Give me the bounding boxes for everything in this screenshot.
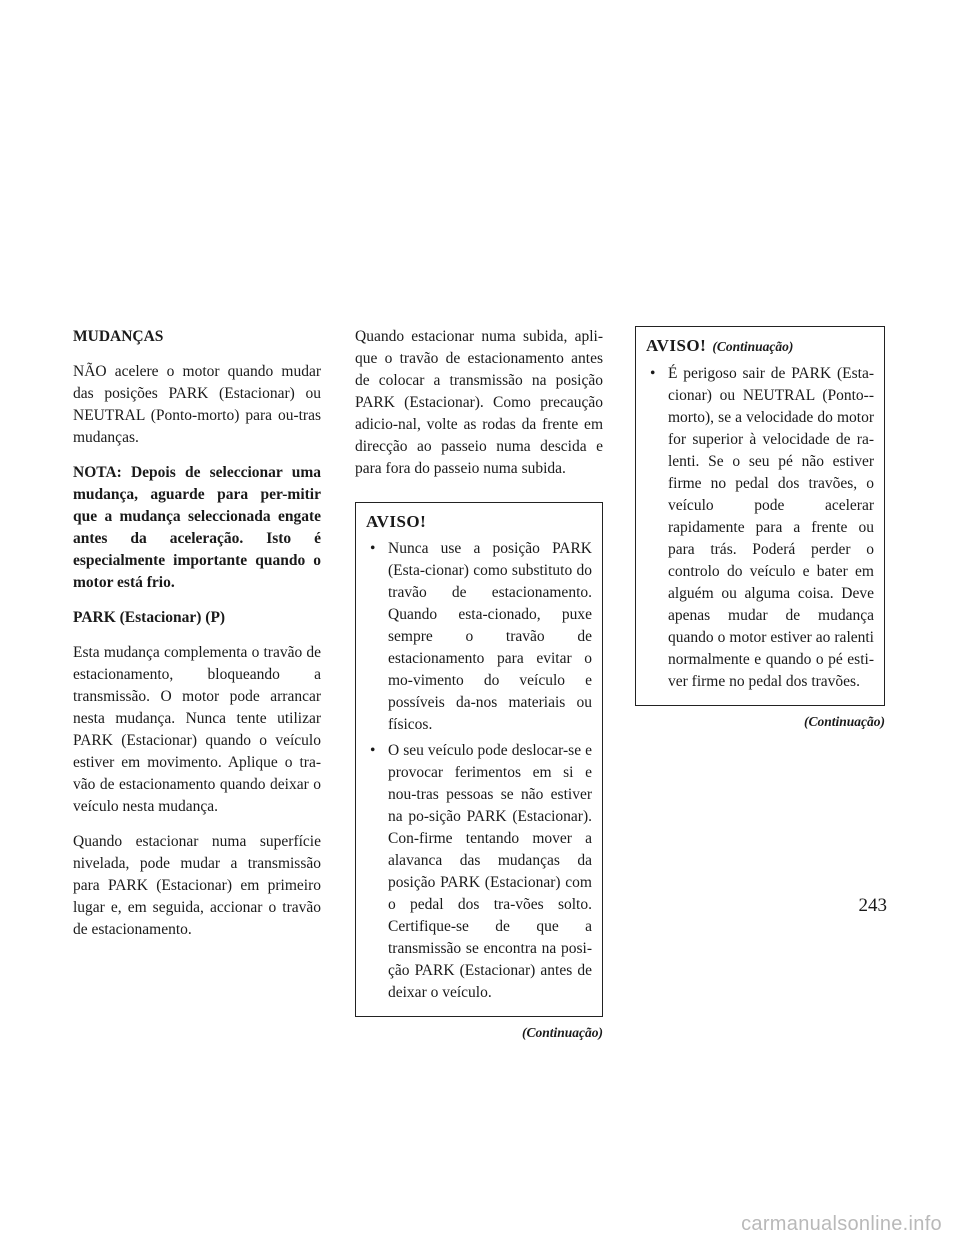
watermark: carmanualsonline.info	[741, 1213, 942, 1235]
section-heading: MUDANÇAS	[73, 328, 164, 345]
warning-box	[355, 502, 603, 1017]
warning-title: AVISO! (Continuação)	[646, 336, 794, 355]
warning-list	[646, 363, 874, 693]
paragraph-uphill: Quando estacionar numa subida, apli-que o travão de estacionamento antes de colocar a transmissão na posição PARK (Estacionar). Como precaução adicio-nal, volte as rodas da frente em direcção ao passeio numa descida e para fora do passeio numa subida.	[355, 328, 603, 477]
page-number: 243	[858, 895, 887, 916]
column-right	[635, 326, 885, 733]
paragraph-park-description: Esta mudança complementa o travão de estacionamento, bloqueando a transmissão. O motor pode arrancar nesta mudança. Nunca tente utilizar PARK (Estacionar) quando o veículo estiver em movimento. Aplique o tra-vão de estacionamento quando deixar o veículo nesta mudança.	[73, 644, 321, 815]
note-paragraph: NOTA: Depois de seleccionar uma mudança, aguarde para per-mitir que a mudança seleccionada engate antes da aceleração. Isto é especialmente importante quando o motor está frio.	[73, 464, 321, 591]
paragraph-no-accelerate: NÃO acelere o motor quando mudar das posições PARK (Estacionar) ou NEUTRAL (Ponto-morto) para ou-tras mudanças.	[73, 363, 321, 446]
warning-list	[366, 538, 592, 1004]
bullet-icon: •	[370, 742, 376, 759]
column-left	[73, 326, 321, 954]
continued-label: (Continuação)	[521, 1025, 603, 1040]
bullet-icon: •	[650, 365, 656, 382]
warning-item: • É perigoso sair de PARK (Esta-cionar) ou NEUTRAL (Ponto--morto), se a velocidade do motor for superior à velocidade de ra-lenti. Se o seu pé não estiver firme no pedal dos travões, o veículo pode acelerar rapidamente para a frente ou para trás. Poderá perder o controlo do veículo e bater em alguém ou alguma coisa. Deve apenas mudar de mudança quando o motor estiver ao ralenti normalmente e quando o pé esti-ver firme no pedal dos travões.	[650, 365, 874, 690]
paragraph-level-surface: Quando estacionar numa superfície nivelada, pode mudar a transmissão para PARK (Estacionar) em primeiro lugar e, em seguida, accionar o travão de estacionamento.	[73, 833, 321, 938]
warning-box-continued	[635, 326, 885, 706]
warning-item: • O seu veículo pode deslocar-se e provocar ferimentos em si e nou-tras pessoas se não estiver na po-sição PARK (Estacionar). Con-firme tentando mover a alavanca das mudanças da posição PARK (Estacionar) com o pedal dos tra-vões solto. Certifique-se de que a transmissão se encontra na posi-ção PARK (Estacionar) antes de deixar o veículo.	[370, 742, 592, 1001]
bullet-icon: •	[370, 540, 376, 557]
continued-label: (Continuação)	[803, 714, 885, 729]
warning-item: • Nunca use a posição PARK (Esta-cionar) como substituto do travão de estacionamento. Quando esta-cionado, puxe sempre o travão de estacionamento para evitar o mo-vimento do veículo e possíveis da-nos materiais ou físicos.	[370, 540, 592, 733]
warning-title-continued: (Continuação)	[712, 339, 794, 354]
warning-title: AVISO!	[366, 512, 427, 531]
park-subheading: PARK (Estacionar) (P)	[73, 609, 226, 626]
column-middle	[355, 326, 603, 1044]
